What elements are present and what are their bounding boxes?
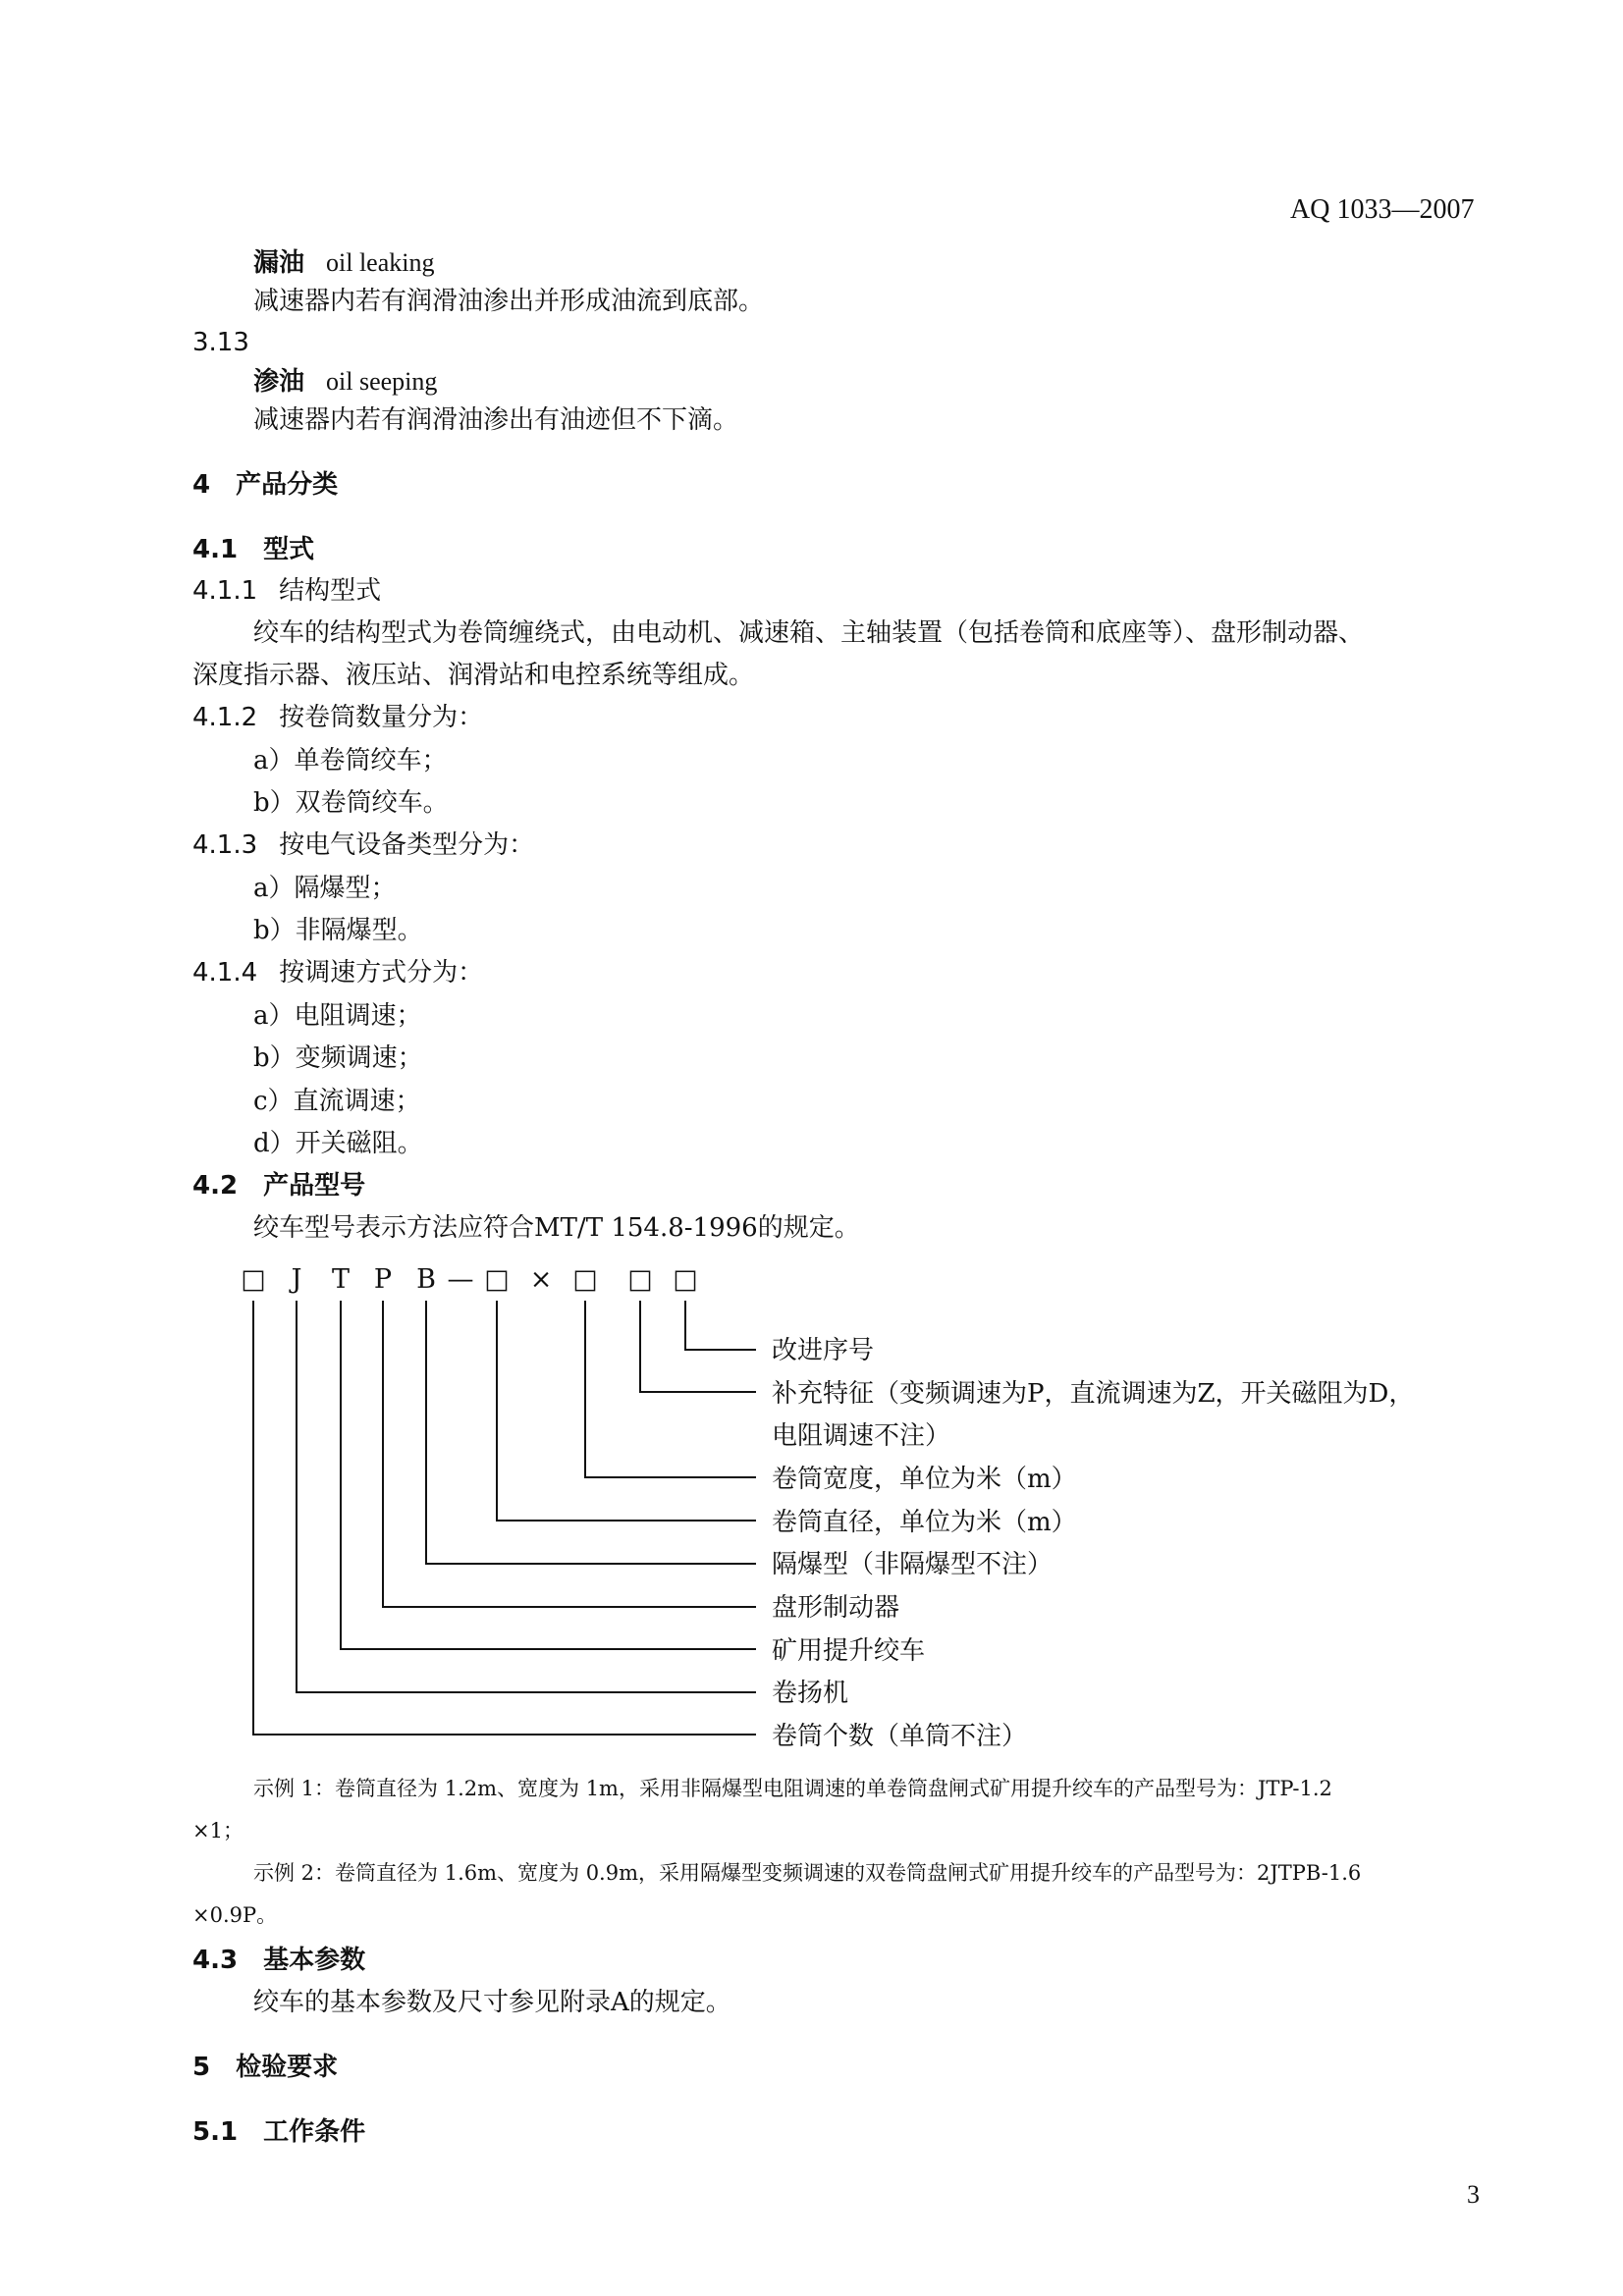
leader-line — [685, 1301, 756, 1350]
heading-number: 4.1 — [192, 535, 239, 564]
code-label: 矿用提升绞车 — [772, 1636, 926, 1666]
heading-title: 产品型号 — [263, 1171, 366, 1201]
clause-title: 按调速方式分为： — [279, 958, 484, 988]
clause-number: 4.1.2 — [192, 703, 258, 732]
code-symbol: — — [447, 1264, 474, 1295]
clause-4-1-1 — [192, 574, 381, 608]
clause-number: 4.1.3 — [192, 830, 258, 860]
clause-4-1-4 — [192, 956, 483, 989]
model-code-diagram — [236, 1247, 1512, 1757]
code-label: 卷筒个数（单筒不注） — [772, 1722, 1028, 1751]
page-number: 3 — [1467, 2180, 1480, 2209]
example-1-line2: ×1； — [192, 1819, 243, 1842]
clause-number: 4.1.4 — [192, 958, 258, 988]
code-label: 卷扬机 — [772, 1679, 849, 1708]
heading-4-2 — [192, 1169, 365, 1202]
heading-title: 检验要求 — [236, 2053, 339, 2082]
heading-5-1 — [192, 2115, 365, 2149]
model-intro: 绞车型号表示方法应符合MT/T 154.8-1996的规定。 — [253, 1213, 860, 1243]
leader-line — [585, 1301, 756, 1477]
code-symbol: J — [291, 1264, 302, 1295]
clause-4-1-2 — [192, 701, 483, 734]
heading-number: 5.1 — [192, 2117, 239, 2147]
list-item: a）隔爆型； — [253, 874, 397, 903]
code-symbol: □ — [572, 1264, 598, 1295]
code-label: 电阻调速不注） — [772, 1421, 951, 1451]
code-symbol: □ — [673, 1264, 698, 1295]
paragraph-basic-params: 绞车的基本参数及尺寸参见附录A的规定。 — [253, 1988, 731, 2017]
leader-line — [297, 1301, 756, 1692]
code-label: 补充特征（变频调速为P，直流调速为Z，开关磁阻为D， — [772, 1379, 1415, 1409]
code-label: 卷筒宽度，单位为米（m） — [772, 1465, 1077, 1494]
clause-4-1-3 — [192, 828, 534, 862]
clause-title: 按电气设备类型分为： — [279, 830, 535, 860]
list-item: b）非隔爆型。 — [253, 916, 423, 945]
heading-4-1 — [192, 533, 314, 566]
term-zh: 漏油 — [253, 248, 305, 278]
heading-title: 产品分类 — [236, 470, 339, 500]
heading-number: 4.3 — [192, 1946, 239, 1975]
clause-number-3-13: 3.13 — [192, 328, 249, 357]
paragraph-structure-line1: 绞车的结构型式为卷筒缠绕式，由电动机、减速箱、主轴装置（包括卷筒和底座等）、盘形制动器、 — [253, 618, 1365, 648]
heading-title: 基本参数 — [263, 1946, 366, 1975]
list-item: b）双卷筒绞车。 — [253, 788, 449, 818]
term-zh: 渗油 — [253, 367, 305, 397]
heading-number: 4 — [192, 470, 211, 500]
heading-number: 4.2 — [192, 1171, 239, 1201]
heading-4 — [192, 468, 338, 502]
code-label: 改进序号 — [772, 1336, 875, 1365]
list-item: a）单卷筒绞车； — [253, 746, 448, 775]
leader-line — [426, 1301, 756, 1564]
heading-title: 型式 — [263, 535, 315, 564]
term-oil-seeping — [253, 365, 437, 399]
standard-number: AQ 1033—2007 — [1290, 194, 1475, 225]
heading-title: 工作条件 — [263, 2117, 366, 2147]
term-en: oil leaking — [326, 248, 435, 277]
code-label: 盘形制动器 — [772, 1593, 900, 1623]
code-symbol: □ — [484, 1264, 510, 1295]
list-item: a）电阻调速； — [253, 1001, 422, 1031]
code-symbol: × — [529, 1264, 553, 1295]
clause-number: 4.1.1 — [192, 576, 258, 606]
heading-5 — [192, 2051, 338, 2084]
leader-line — [383, 1301, 756, 1607]
code-symbol: □ — [627, 1264, 653, 1295]
heading-4-3 — [192, 1944, 365, 1977]
paragraph-structure-line2: 深度指示器、液压站、润滑站和电控系统等组成。 — [192, 661, 755, 690]
definition-oil-leaking: 减速器内若有润滑油渗出并形成油流到底部。 — [253, 287, 765, 316]
code-label: 隔爆型（非隔爆型不注） — [772, 1550, 1054, 1579]
code-symbol: T — [331, 1264, 351, 1295]
leader-line — [640, 1301, 756, 1392]
leader-line — [341, 1301, 756, 1649]
code-symbol: B — [416, 1264, 436, 1295]
clause-title: 结构型式 — [279, 576, 382, 606]
heading-number: 5 — [192, 2053, 211, 2082]
leader-line — [253, 1301, 756, 1735]
term-oil-leaking — [253, 246, 435, 280]
example-1-line1: 示例 1：卷筒直径为 1.2m、宽度为 1m，采用非隔爆型电阻调速的单卷筒盘闸式矿用提升绞车的产品型号为：JTP-1.2 — [253, 1777, 1332, 1800]
list-item: d）开关磁阻。 — [253, 1129, 423, 1158]
code-symbol: P — [373, 1264, 393, 1295]
term-en: oil seeping — [326, 367, 438, 396]
clause-title: 按卷筒数量分为： — [279, 703, 484, 732]
example-2-line2: ×0.9P。 — [192, 1903, 278, 1927]
list-item: c）直流调速； — [253, 1087, 421, 1116]
leader-line — [497, 1301, 756, 1521]
code-symbol: □ — [241, 1264, 266, 1295]
code-label: 卷筒直径，单位为米（m） — [772, 1508, 1077, 1537]
list-item: b）变频调速； — [253, 1043, 423, 1073]
example-2-line1: 示例 2：卷筒直径为 1.6m、宽度为 0.9m，采用隔爆型变频调速的双卷筒盘闸式矿用提升绞车的产品型号为：2JTPB-1.6 — [253, 1861, 1362, 1885]
definition-oil-seeping: 减速器内若有润滑油渗出有油迹但不下滴。 — [253, 405, 739, 435]
